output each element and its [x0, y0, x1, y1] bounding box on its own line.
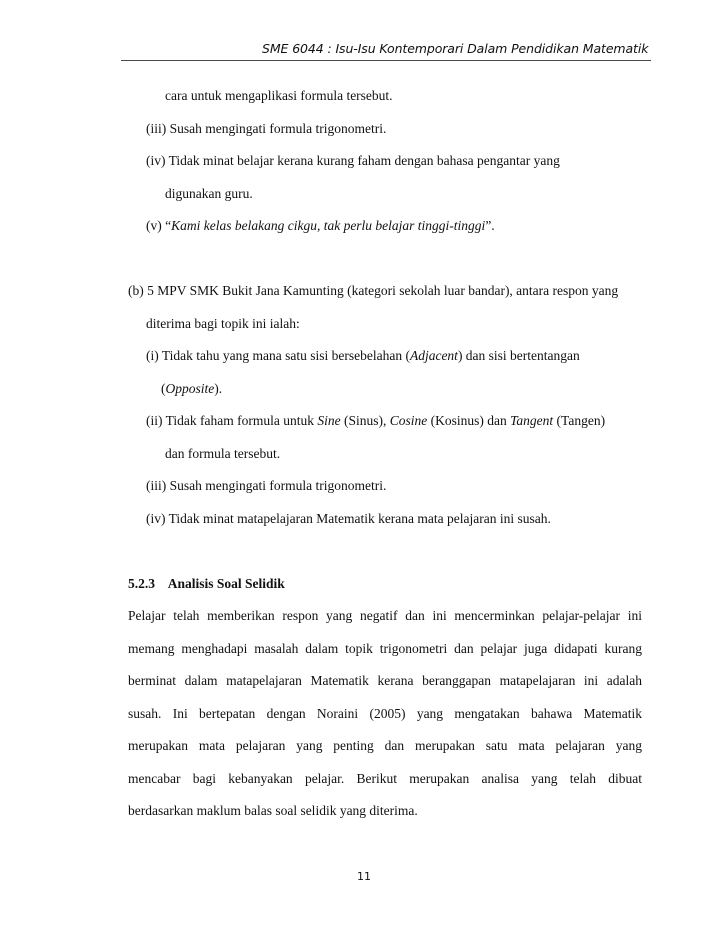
list-item-iii: (iii) Susah mengingati formula trigonometri.: [146, 121, 387, 136]
list-item-iv: (iv) Tidak minat matapelajaran Matematik kerana mata pelajaran ini susah.: [146, 511, 551, 526]
text-run: ) dan sisi bertentangan: [457, 348, 580, 363]
list-item-iv-continuation: digunakan guru.: [165, 186, 253, 201]
text-run: (Kosinus) dan: [427, 413, 511, 428]
paragraph-line: Pelajar telah memberikan respon yang negatif dan ini mencerminkan pelajar-pelajar ini: [128, 608, 642, 623]
term-italic: Adjacent: [409, 348, 458, 363]
paragraph-line: susah. Ini bertepatan dengan Noraini (2005) yang mengatakan bahawa Matematik: [128, 706, 642, 721]
term-italic: Opposite: [165, 381, 215, 396]
term-italic: Sine: [317, 413, 341, 428]
paragraph-line: berminat dalam matapelajaran Matematik kerana beranggapan matapelajaran ini adalah: [128, 673, 642, 688]
paragraph-line: memang menghadapi masalah dalam topik trigonometri dan pelajar juga didapati kurang: [128, 641, 642, 656]
term-italic: Cosine: [389, 413, 428, 428]
text-run: (ii) Tidak faham formula untuk: [146, 413, 318, 428]
header-rule: [121, 60, 651, 61]
text-run: (Tangen): [553, 413, 606, 428]
text-run: (i) Tidak tahu yang mana satu sisi bersebelahan (: [146, 348, 410, 363]
list-item-iv: (iv) Tidak minat belajar kerana kurang faham dengan bahasa pengantar yang: [146, 153, 560, 168]
list-item-ii: [146, 413, 605, 429]
term-italic: Tangent: [510, 413, 554, 428]
section-heading: 5.2.3 Analisis Soal Selidik: [128, 576, 285, 591]
list-item-ii-continuation: dan formula tersebut.: [165, 446, 281, 461]
list-item-i-continuation: [161, 381, 222, 397]
section-b-intro-continuation: diterima bagi topik ini ialah:: [146, 316, 300, 331]
list-item-v: [146, 218, 495, 234]
text-run: ).: [214, 381, 223, 396]
text-run: (v) “: [146, 218, 172, 233]
text-run: (: [161, 381, 166, 396]
section-b-intro: (b) 5 MPV SMK Bukit Jana Kamunting (kategori sekolah luar bandar), antara respon yang: [128, 283, 619, 298]
list-item-i: [146, 348, 580, 364]
text-run: (Sinus),: [340, 413, 390, 428]
text-run: ”.: [485, 218, 495, 233]
list-item-iii: (iii) Susah mengingati formula trigonometri.: [146, 478, 387, 493]
paragraph-line: berdasarkan maklum balas soal selidik yang diterima.: [128, 803, 418, 818]
list-item-continuation: cara untuk mengaplikasi formula tersebut.: [165, 88, 393, 103]
quote-italic: Kami kelas belakang cikgu, tak perlu belajar tinggi-tinggi: [171, 218, 486, 233]
paragraph-line: merupakan mata pelajaran yang penting dan merupakan satu mata pelajaran yang: [128, 738, 642, 753]
paragraph-line: mencabar bagi kebanyakan pelajar. Berikut merupakan analisa yang telah dibuat: [128, 771, 642, 786]
running-header: SME 6044 : Isu-Isu Kontemporari Dalam Pendidikan Matematik: [262, 41, 649, 56]
page-number: 11: [357, 870, 371, 883]
